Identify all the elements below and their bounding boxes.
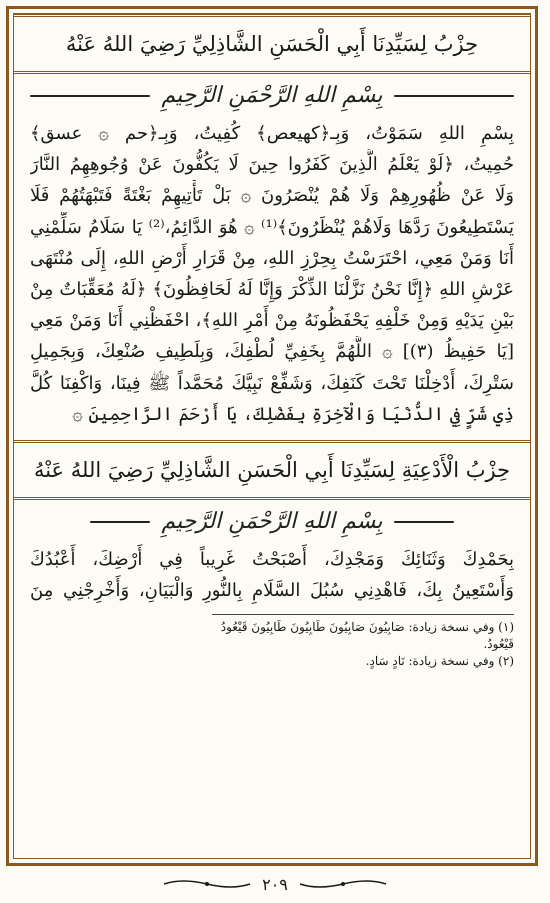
page-frame	[6, 6, 538, 866]
footnotes	[212, 614, 514, 670]
hizb1-line: بَيْنِ يَدَيْهِ وَمِنْ خَلْفِهِ يَحْفَظُونَهُ مِنْ أَمْرِ اللهِ﴾، احْفَظْنِي أَنَا وَمَنْ مَعِي	[30, 310, 514, 332]
basmala-flourish-right	[90, 521, 150, 523]
hizb2-title: حِزْبُ الْأَدْعِيَةِ لِسَيِّدِنَا أَبِي الْحَسَنِ الشَّاذِلِيِّ رَضِيَ اللهُ عَنْهُ	[33, 458, 511, 483]
page-inner-frame	[13, 13, 531, 859]
basmala-flourish-right	[30, 95, 150, 97]
hizb2-line: بِحَمْدِكَ وَثَنَائِكَ وَمَجْدِكَ، أَصْبَحْتُ غَرِيباً فِي أَرْضِكَ، أَعْبُدُكَ	[30, 549, 514, 571]
hizb1-title-band	[14, 14, 530, 74]
page-number-area	[0, 872, 550, 896]
hizb1-line: ذِي شَرٍّ فِي الدُّنْيَا وَالْآخِرَةِ بِفَضْلِكَ، يَا أَرْحَمَ الرَّاحِمِينَ ۞	[72, 403, 514, 425]
hizb2-title-band	[14, 440, 530, 500]
hizb1-text	[20, 118, 524, 430]
hizb1-line: بِسْمِ اللهِ سَمَوْتُ، وَبِـ﴿كهيعص﴾ كُفِيتُ، وَبِـ﴿حم ۞ عسق﴾	[30, 123, 514, 144]
hizb1-line: عَرْشِ اللهِ ﴿إِنَّا نَحْنُ نَزَّلْنَا الذِّكْرَ وَإِنَّا لَهُ لَحَافِظُونَ﴾ ﴿لَهُ مُعَقِّبَاتٌ مِنْ	[30, 279, 514, 301]
hizb1-basmala-text: بِسْمِ اللهِ الرَّحْمَنِ الرَّحِيمِ	[161, 83, 383, 108]
hizb2-basmala	[20, 500, 524, 544]
hizb2-line: وَأَسْتَعِينُ بِكَ، فَاهْدِنِي سُبُلَ السَّلَامِ بِالنُّورِ وَالْبَيَانِ، وَأَخْرِجْنِي مِنَ	[30, 580, 514, 602]
hizb1-line: حُمِيتُ، ﴿لَوْ يَعْلَمُ الَّذِينَ كَفَرُوا حِينَ لَا يَكُفُّونَ عَنْ وُجُوهِهِمُ النَّارَ	[30, 154, 514, 176]
hizb1-line: أَنَا وَمَنْ مَعِي، احْتَرَسْتُ بِحِرْزِ اللهِ، مِنْ قَرَارِ أَرْضِ اللهِ، إِلَى مُنْتَهَى	[30, 247, 514, 269]
hizb2-text	[20, 544, 524, 606]
ornament-left-icon	[162, 878, 252, 890]
footnote: (١) وفي نسخة زيادة: صَابِيُونَ صَابِيُونَ طَابِيُونَ طَابِيُونَ قَيْعُودُ قَيْعُودُ.	[220, 620, 514, 652]
footnote: (٢) وفي نسخة زيادة: نَادٍ سَادٍ.	[365, 654, 514, 669]
ornament-right-icon	[298, 878, 388, 890]
hizb1-line: [يَا حَفِيظُ (٣)] ۞ اللَّهُمَّ بِخَفِيِّ لُطْفِكَ، وَبِلَطِيفِ صُنْعِكَ، وَبِجَمِيلِ	[30, 341, 514, 363]
basmala-flourish-left	[394, 521, 454, 523]
hizb1-line: وَلَا عَنْ ظُهُورِهِمْ وَلَا هُمْ يُنْصَرُونَ ۞ بَلْ تَأْتِيهِمْ بَغْتَةً فَتَبْهَتُهُمْ فَلَا	[30, 185, 514, 207]
hizb2-basmala-text: بِسْمِ اللهِ الرَّحْمَنِ الرَّحِيمِ	[161, 509, 383, 535]
hizb1-line: يَسْتَطِيعُونَ رَدَّهَا وَلَاهُمْ يُنْظَرُونَ﴾⁽¹⁾ ۞ هُوَ الدَّائِمُ،⁽²⁾ يَا سَلَامُ سَلِّمْنِي	[30, 216, 514, 238]
hizb1-basmala	[20, 74, 524, 118]
basmala-flourish-left	[394, 95, 514, 97]
hizb1-title: حِزْبُ لِسَيِّدِنَا أَبِي الْحَسَنِ الشَّاذِلِيِّ رَضِيَ اللهُ عَنْهُ	[65, 32, 479, 56]
page-number: ٢٠٩	[262, 874, 288, 894]
hizb1-line: سَتْرِكَ، أَدْخِلْنَا تَحْتَ كَنَفِكَ، وَشَفِّعْ نَبِيَّكَ مُحَمَّداً ﷺ فِينَا، وَاكْفِنَا كُلَّ	[30, 372, 514, 394]
